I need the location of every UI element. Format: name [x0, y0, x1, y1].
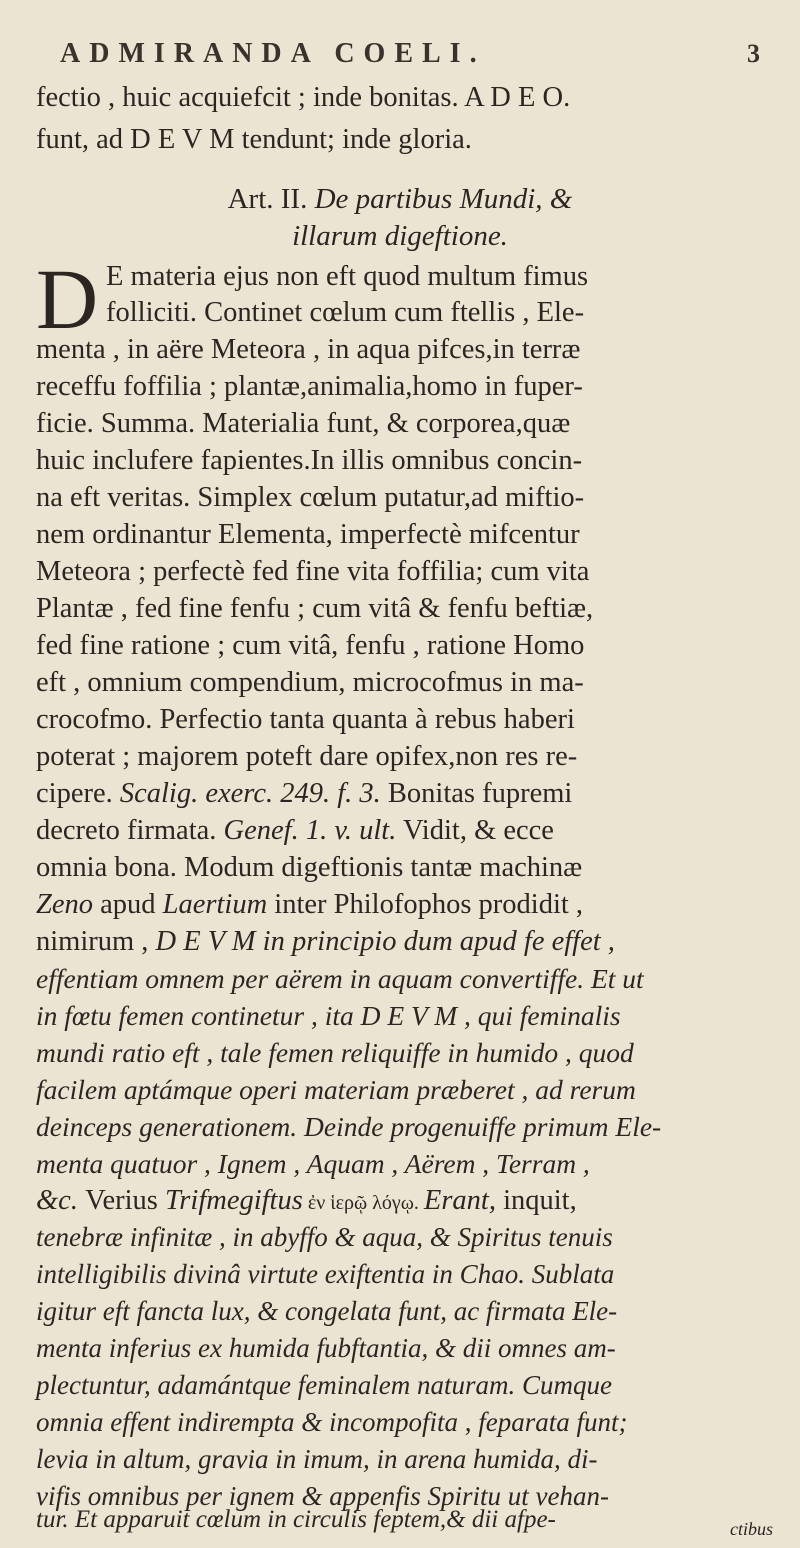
text-run: nimirum , — [36, 926, 156, 957]
article-title-line2: illarum digeftione. — [292, 220, 508, 252]
text-line: crocofmo. Perfectio tanta quanta à rebus haberi — [36, 704, 575, 735]
text-run: cipere. — [36, 778, 120, 809]
text-line: eft , omnium compendium, microcofmus in ma- — [36, 667, 584, 698]
text-line: menta , in aëre Meteora , in aqua pifces,in terræ — [36, 334, 581, 365]
text-line-italic: levia in altum, gravia in imum, in arena humida, di- — [36, 1444, 598, 1474]
text-line-italic: tenebræ infinitæ , in abyffo & aqua, & Spiritus tenuis — [36, 1222, 613, 1252]
article-heading — [0, 183, 800, 216]
text-line: Meteora ; perfectè fed fine vita foffilia; cum vita — [36, 556, 590, 587]
quote: D E V M in principio dum apud fe effet , — [155, 926, 615, 957]
text-run: Erant, — [423, 1185, 496, 1216]
text-run: decreto firmata. — [36, 815, 224, 846]
text-line-italic: facilem aptámque operi materiam præberet , ad rerum — [36, 1074, 636, 1105]
text-line-names — [36, 889, 583, 921]
text-line: funt, ad D E V M tendunt; inde gloria. — [36, 124, 472, 155]
text-line: nem ordinantur Elementa, imperfectè mifcentur — [36, 519, 580, 550]
text-line-citation — [36, 815, 554, 847]
text-line-italic: in fœtu femen continetur , ita D E V M , qui feminalis — [36, 1000, 621, 1031]
text-run: inter Philofophos prodidit , — [267, 889, 584, 920]
running-head — [60, 38, 760, 70]
text-line-italic: plectuntur, adamántque feminalem naturam. Cumque — [36, 1370, 612, 1400]
text-line-italic: mundi ratio eft , tale femen reliquiffe in humido , quod — [36, 1037, 634, 1068]
text-run: Bonitas fupremi — [380, 778, 573, 809]
name: Laertium — [162, 889, 268, 920]
text-line-italic: deinceps generationem. Deinde progenuiffe primum Ele- — [36, 1111, 662, 1142]
text-line-italic: menta quatuor , Ignem , Aquam , Aërem , Terram , — [36, 1148, 590, 1179]
text-run: inquit, — [495, 1185, 577, 1216]
text-line: fed fine ratione ; cum vitâ, fenfu , ratione Homo — [36, 630, 585, 661]
text-run: Vidit, & ecce — [396, 815, 554, 846]
text-run: &c. — [36, 1185, 86, 1216]
text-line-italic: omnia effent indirempta & incompofita , feparata funt; — [36, 1407, 628, 1437]
running-head-title: ADMIRANDA COELI. — [60, 38, 486, 69]
text-line-greek — [36, 1185, 577, 1217]
text-line-italic: intelligibilis divinâ virtute exiftentia in Chao. Sublata — [36, 1259, 615, 1289]
text-line-italic: tur. Et apparuit cœlum in circulis feptem,& dii afpe- — [36, 1506, 556, 1533]
name: Zeno — [36, 889, 93, 920]
text-line: na eft veritas. Simplex cœlum putatur,ad miftio- — [36, 482, 585, 513]
text-line-quote-start — [36, 926, 615, 958]
text-line: folliciti. Continet cœlum cum ftellis , Ele- — [106, 297, 585, 328]
text-line: omnia bona. Modum digeftionis tantæ machinæ — [36, 852, 583, 883]
citation: Scalig. exerc. 249. f. 3. — [119, 778, 381, 809]
article-title: De partibus Mundi, & — [314, 183, 573, 215]
greek-text: ἐν ἱερῷ λόγῳ. — [302, 1192, 424, 1214]
text-run: Verius — [85, 1185, 166, 1216]
text-line: ficie. Summa. Materialia funt, & corporea,quæ — [36, 408, 571, 439]
text-line-italic: effentiam omnem per aërem in aquam convertiffe. Et ut — [36, 963, 644, 994]
text-line: E materia ejus non eft quod multum fimus — [106, 261, 589, 292]
page-number: 3 — [747, 39, 760, 68]
text-line-italic: menta inferius ex humida fubftantia, & dii omnes am- — [36, 1333, 616, 1363]
article-number: Art. II. — [227, 183, 308, 215]
text-line-italic: vifis omnibus per ignem & appenfis Spiritu ut vehan- — [36, 1481, 609, 1511]
text-line: fectio , huic acquiefcit ; inde bonitas. A D E O. — [36, 82, 571, 113]
text-line: huic inclufere fapientes.In illis omnibus concin- — [36, 445, 583, 476]
text-run: apud — [93, 889, 163, 920]
citation: Genef. 1. v. ult. — [223, 815, 397, 846]
catchword: ctibus — [730, 1519, 773, 1539]
drop-cap: D — [36, 251, 99, 347]
text-line-citation — [36, 778, 572, 810]
text-line: Plantæ , fed fine fenfu ; cum vitâ & fenfu beftiæ, — [36, 593, 594, 624]
text-line: poterat ; majorem poteft dare opifex,non res re- — [36, 741, 578, 772]
name: Trifmegiftus — [165, 1185, 303, 1216]
text-line: receffu foffilia ; plantæ,animalia,homo in fuper- — [36, 371, 583, 402]
text-line-italic: igitur eft fancta lux, & congelata funt, ac firmata Ele- — [36, 1296, 618, 1326]
